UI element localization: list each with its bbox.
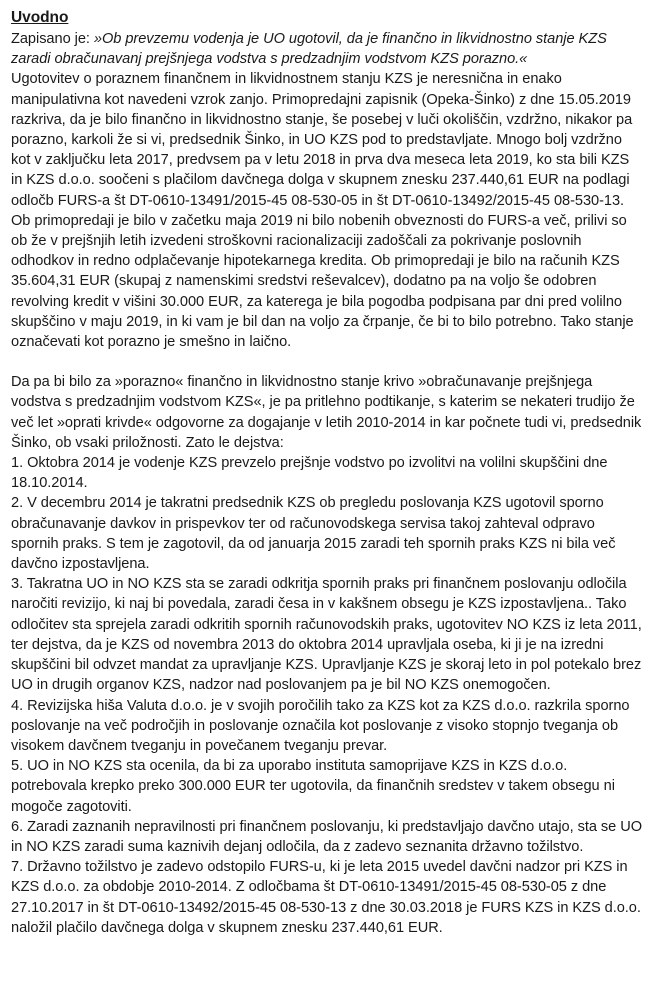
document-page <box>11 8 643 938</box>
fact-item-7: 7. Državno tožilstvo je zadevo odstopilo FURS-u, ki je leta 2015 uvedel davčni nadzor pri KZS in KZS d.o.o. za obdobje 2010-2014. Z odločbama št DT-0610-13491/2015-45 08-530-05 z dne 27.10.2017 in št DT-0610-13492/2015-45 08-530-13 z dne 30.03.2018 je FURS KZS in KZS d.o.o. naložil plačilo davčnega dolga v skupnem znesku 237.440,61 EUR. <box>11 859 641 936</box>
fact-item-5: 5. UO in NO KZS sta ocenila, da bi za uporabo instituta samoprijave KZS in KZS d.o.o. potrebovala krepko preko 300.000 EUR ter ugotovila, da finančnih sredstev v takem obsegu ni mogoče zagotoviti. <box>11 758 615 815</box>
fact-item-2: 2. V decembru 2014 je takratni predsednik KZS ob pregledu poslovanja KZS ugotovil sporno obračunavanje davkov in prispevkov ter od računovodskega servisa takoj zahteval odpravo spornih praks. S tem je zagotovil, da od januarja 2015 zaradi teh spornih praks KZS ni bila več davčno izpostavljena. <box>11 495 616 573</box>
fact-item-3: 3. Takratna UO in NO KZS sta se zaradi odkritja spornih praks pri finančnem poslovanju odločila naročiti revizijo, ki naj bi povedala, zaradi česa in v kakšnem obsegu je KZS izpostavljena.. Tako odločitev sta sprejela zaradi odkritih spornih računovodskih praks, ugotovitev NO KZS iz leta 2011, ter dejstva, da je KZS od novembra 2013 do oktobra 2014 upravljala oseba, ki ji je na izredni skupščini bil odvzet mandat za upravljanje KZS. Upravljanje KZS je skoraj leto in pol potekalo brez UO in drugih organov KZS, nadzor nad poslovanjem pa je bil NO KZS onemogočen. <box>11 576 642 694</box>
intro-paragraph <box>11 29 643 69</box>
intro-label: Zapisano je: <box>11 31 94 47</box>
paragraph-1: Ugotovitev o poraznem finančnem in likvidnostnem stanju KZS je neresnična in enako manipulativna kot navedeni vzrok zanjo. Primopredajni zapisnik (Opeka-Šinko) z dne 15.05.2019 razkriva, da je bilo finančno in likvidnostno stanje, še posebej v luči okoliščin, vzdržno, nikakor pa porazno, karkoli že si vi, predsednik Šinko, in UO KZS pod to predstavljate. Mnogo bolj vzdržno kot v zaključku leta 2017, predvsem pa v letu 2018 in prva dva meseca leta 2019, ko sta bili KZS in KZS d.o.o. soočeni s plačilom davčnega dolga v skupnem znesku 237.440,61 EUR na podlagi odločb FURS-a št DT-0610-13491/2015-45 08-530-05 in št DT-0610-13492/2015-45 08-530-13. Ob primopredaji je bilo v začetku maja 2019 ni bilo nobenih obveznosti do FURS-a več, prilivi so ob že v prejšnjih letih izvedeni stroškovni racionalizaciji zadoščali za pokrivanje poslovnih odhodkov in redno odplačevanje hipotekarnega kredita. Ob primopredaji je bilo na računih KZS 35.604,31 EUR (skupaj z namenskimi sredstvi reševalcev), dodatno pa na voljo še odobren revolving kredit v višini 30.000 EUR, za katerega je bila pogodba podpisana par dni pred volilno skupščino v maju 2019, in ki vam je bil dan na voljo za črpanje, če bi to bilo potrebno. Tako stanje označevati kot porazno je smešno in laično. <box>11 71 634 351</box>
paragraph-spacer <box>11 352 643 372</box>
intro-quote: »Ob prevzemu vodenja je UO ugotovil, da je finančno in likvidnostno stanje KZS zaradi obračunavanj prejšnjega vodstva s predzadnjim vodstvom KZS porazno.« <box>11 31 607 68</box>
fact-item-1: 1. Oktobra 2014 je vodenje KZS prevzelo prejšnje vodstvo po izvolitvi na volilni skupščini dne 18.10.2014. <box>11 455 608 492</box>
fact-item-4: 4. Revizijska hiša Valuta d.o.o. je v svojih poročilih tako za KZS kot za KZS d.o.o. razkrila sporno poslovanje na več področjih in poslovanje označila kot poslovanje z visoko stopnjo tveganja ob visokem davčnem tveganju in povečanem tveganju prevar. <box>11 697 630 754</box>
fact-item-6: 6. Zaradi zaznanih nepravilnosti pri finančnem poslovanju, ki predstavljajo davčno utajo, sta se UO in NO KZS zaradi suma kaznivih dejanj odločila, da z zadevo seznanita državno tožilstvo. <box>11 818 643 855</box>
paragraph-2: Da pa bi bilo za »porazno« finančno in likvidnostno stanje krivo »obračunavanje prejšnjega vodstva s predzadnjim vodstvom KZS«, je pa pritlehno podtikanje, s katerim se nekateri trudijo že več let »oprati krivde« odgovorne za dogajanje v letih 2010-2014 in kar počnete tudi vi, predsednik Šinko, ob vsaki priložnosti. Zato le dejstva: <box>11 374 642 451</box>
document-title: Uvodno <box>11 9 69 26</box>
